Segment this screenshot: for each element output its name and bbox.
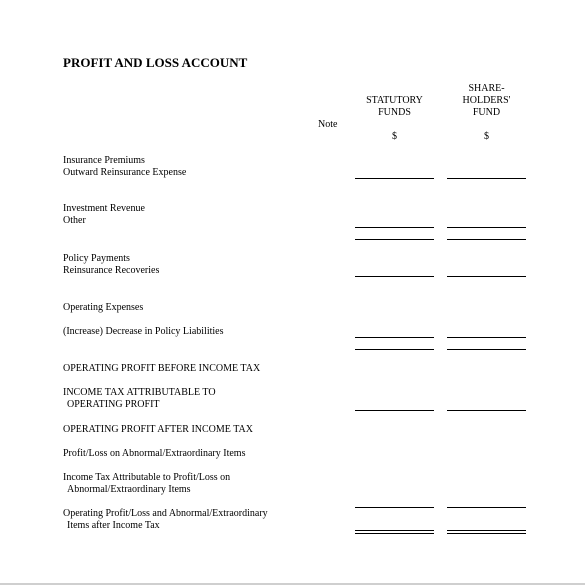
line-item-investment-revenue: Investment Revenue	[63, 203, 145, 214]
underline	[447, 507, 526, 508]
line-item-abnormal-items: Profit/Loss on Abnormal/Extraordinary Items	[63, 448, 246, 459]
line-item-outward-reinsurance-expense: Outward Reinsurance Expense	[63, 167, 187, 178]
double-underline-bottom	[447, 533, 526, 534]
line-item-policy-liabilities: (Increase) Decrease in Policy Liabilities	[63, 326, 224, 337]
line-item-income-tax-attributable: INCOME TAX ATTRIBUTABLE TO	[63, 387, 216, 398]
line-item-profit-after-tax-total: Operating Profit/Loss and Abnormal/Extraordinary	[63, 508, 268, 519]
underline	[355, 276, 434, 277]
underline	[447, 239, 526, 240]
line-item-reinsurance-recoveries: Reinsurance Recoveries	[63, 265, 160, 276]
line-item-operating-profit-after-tax: OPERATING PROFIT AFTER INCOME TAX	[63, 424, 253, 435]
underline	[355, 349, 434, 350]
underline	[355, 410, 434, 411]
page-title: PROFIT AND LOSS ACCOUNT	[63, 55, 248, 70]
line-item-policy-payments: Policy Payments	[63, 253, 130, 264]
underline	[355, 337, 434, 338]
underline	[355, 239, 434, 240]
line-item-operating-expenses: Operating Expenses	[63, 302, 144, 313]
statutory-funds-header-line1: STATUTORY	[366, 95, 423, 106]
statutory-funds-currency: $	[392, 131, 397, 142]
line-item-income-tax-attributable-cont: OPERATING PROFIT	[67, 399, 160, 410]
line-item-operating-profit-before-tax: OPERATING PROFIT BEFORE INCOME TAX	[63, 363, 261, 374]
line-item-profit-after-tax-total-cont: Items after Income Tax	[67, 520, 160, 531]
underline	[447, 276, 526, 277]
underline	[447, 410, 526, 411]
double-underline-top	[447, 530, 526, 531]
shareholders-fund-header-line3: FUND	[472, 107, 501, 118]
shareholders-fund-header-line1: SHARE-	[468, 83, 505, 94]
underline	[355, 507, 434, 508]
double-underline-bottom	[355, 533, 434, 534]
statutory-funds-header-line2: FUNDS	[378, 107, 411, 118]
line-item-tax-on-abnormal-cont: Abnormal/Extraordinary Items	[67, 484, 191, 495]
underline	[355, 227, 434, 228]
underline	[447, 178, 526, 179]
shareholders-fund-currency: $	[484, 131, 489, 142]
double-underline-top	[355, 530, 434, 531]
note-column-header: Note	[318, 119, 338, 130]
line-item-tax-on-abnormal: Income Tax Attributable to Profit/Loss on	[63, 472, 231, 483]
underline	[447, 349, 526, 350]
shareholders-fund-header-line2: HOLDERS'	[462, 95, 511, 106]
line-item-other: Other	[63, 215, 86, 226]
underline	[447, 337, 526, 338]
underline	[355, 178, 434, 179]
underline	[447, 227, 526, 228]
line-item-insurance-premiums: Insurance Premiums	[63, 155, 145, 166]
